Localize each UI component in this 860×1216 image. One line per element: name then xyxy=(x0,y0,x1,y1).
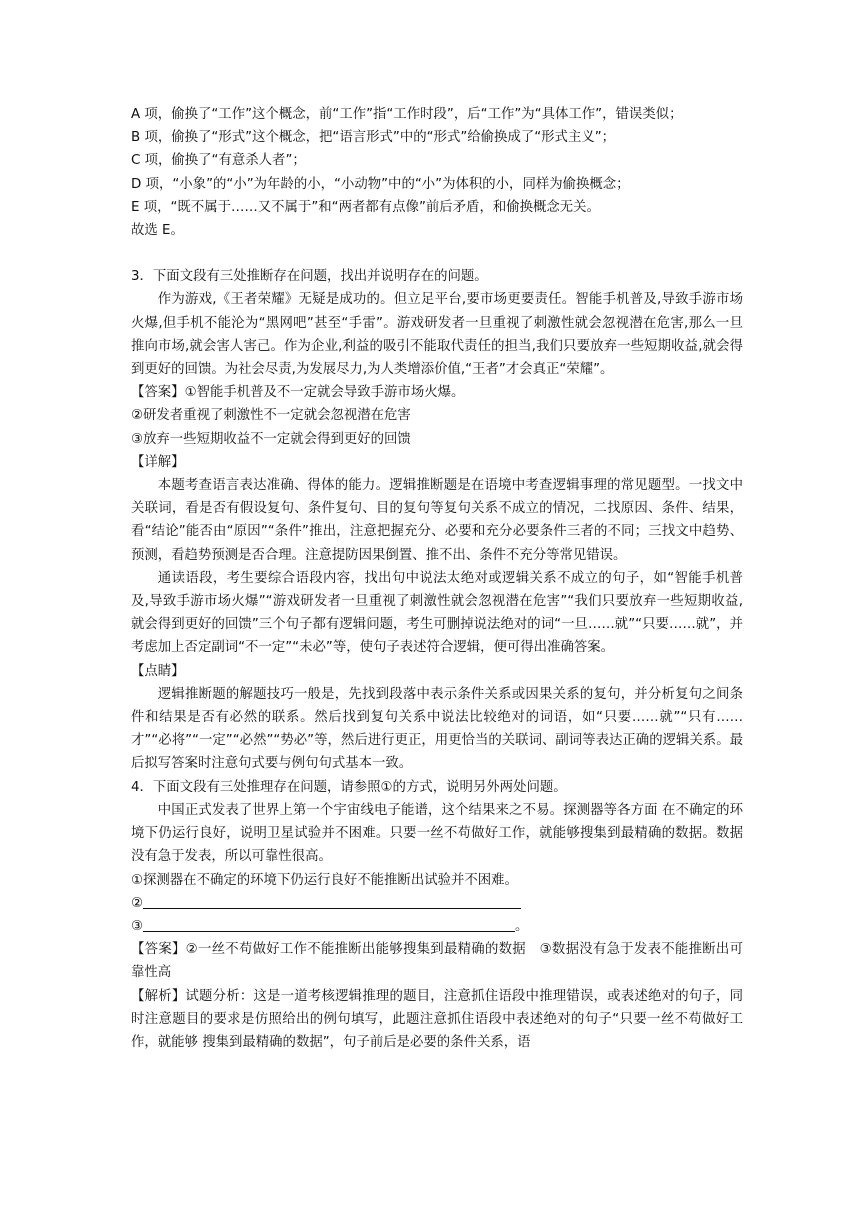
q4-passage: 中国正式发表了世界上第一个宇宙线电子能谱，这个结果来之不易。探测器等各方面 在不确定的环境下仍运行良好，说明卫星试验并不困难。只要一丝不苟做好工作，就能够搜集到最精确的数据。数据没有急于发表，所以可靠性很高。 xyxy=(131,802,743,865)
question-3 xyxy=(131,265,743,775)
answer-blank-3 xyxy=(143,917,515,932)
q4-blank-line-3 xyxy=(131,915,743,938)
option-c-analysis: C 项，偷换了“有意杀人者”； xyxy=(131,153,306,169)
detail-label: 【详解】 xyxy=(131,454,185,470)
option-a-analysis: A 项，偷换了“工作”这个概念，前“工作”指“工作时段”，后“工作”为“具体工作”，错误类似； xyxy=(131,107,683,122)
answer-item-2: ②研发者重视了刺激性不一定就会忽视潜在危害 xyxy=(131,408,411,424)
option-e-analysis: E 项，“既不属于……又不属于”和“两者都有点像”前后矛盾，和偷换概念无关。 xyxy=(131,199,600,215)
blank-number-2: ② xyxy=(131,895,144,911)
answer-blank-2 xyxy=(143,894,521,909)
document-page xyxy=(131,103,743,1054)
q2-analysis-block xyxy=(131,103,743,242)
answer-label: 【答案】 xyxy=(131,385,185,401)
q4-answer-text: ②一丝不苟做好工作不能推断出能够搜集到最精确的数据 ③数据没有急于发表不能推断出可靠性高 xyxy=(131,942,743,981)
option-d-analysis: D 项，“小象”的“小”为年龄的小，“小动物”中的“小”为体积的小，同样为偷换概念； xyxy=(131,176,630,192)
q4-blank-line-2 xyxy=(131,892,743,915)
answer-item-3: ③放弃一些短期收益不一定就会得到更好的回馈 xyxy=(131,431,411,447)
q4-answer xyxy=(131,938,743,984)
tip-paragraph: 逻辑推断题的解题技巧一般是，先找到段落中表示条件关系或因果关系的复句，并分析复句之间条件和结果是否有必然的联系。然后找到复句关系中说法比较绝对的词语，如“只要……就”“只有……才”“必将”“一定”“必然”“势必”等，然后进行更正，用更恰当的关联词、副词等表达正确的逻辑关系。最后拟写答案时注意句式要与例句句式基本一致。 xyxy=(131,686,743,772)
blank-end-mark: 。 xyxy=(515,918,529,934)
q4-analysis xyxy=(131,985,743,1055)
detail-paragraph-1: 本题考查语言表达准确、得体的能力。逻辑推断题是在语境中考查逻辑事理的常见题型。一找文中关联词，看是否有假设复句、条件复句、目的复句等复句关系不成立的情况，二找原因、条件、结果，看“结论”能否由“原因”“条件”推出，注意把握充分、必要和充分必要条件三者的不同；三找文中趋势、预测，看趋势预测是否合理。注意提防因果倒置、推不出、条件不充分等常见错误。 xyxy=(131,478,743,563)
q4-example-line: ①探测器在不确定的环境下仍运行良好不能推断出试验并不困难。 xyxy=(131,872,518,888)
q3-title: 3．下面文段有三处推断存在问题，找出并说明存在的问题。 xyxy=(131,269,488,285)
question-4 xyxy=(131,776,743,1054)
option-b-analysis: B 项，偷换了“形式”这个概念，把“语言形式”中的“形式”给偷换成了“形式主义”； xyxy=(131,130,616,146)
blank-number-3: ③ xyxy=(131,918,144,934)
tip-label: 【点睛】 xyxy=(131,663,185,679)
q4-title: 4．下面文段有三处推理存在问题，请参照①的方式，说明另外两处问题。 xyxy=(131,779,567,795)
answer-item-1: ①智能手机普及不一定就会导致手游市场火爆。 xyxy=(184,385,465,401)
detail-paragraph-2: 通读语段，考生要综合语段内容，找出句中说法太绝对或逻辑关系不成立的句子，如“智能手机普及,导致手游市场火爆”“游戏研发者一旦重视了刺激性就会忽视潜在危害”“我们只要放弃一些短期收益,就会得到更好的回馈”三个句子都有逻辑问题，考生可删掉说法绝对的词“一旦……就”“只要……就”，并考虑加上否定副词“不一定”“未必”等，使句子表述符合逻辑，便可得出准确答案。 xyxy=(131,570,743,656)
q4-answer-label: 【答案】 xyxy=(131,942,186,958)
q2-conclusion: 故选 E。 xyxy=(131,223,184,239)
q3-answer-line-1 xyxy=(131,381,743,404)
spacer xyxy=(131,242,743,265)
q4-analysis-label: 【解析】 xyxy=(131,988,186,1004)
q4-analysis-text: 试题分析：这是一道考核逻辑推理的题目，注意抓住语段中推理错误，或表述绝对的句子，同时注意题目的要求是仿照给出的例句填写，此题注意抓住语段中表述绝对的句子“只要一丝不苟做好工作，就能够 搜集到最精确的数据”，句子前后是必要的条件关系，语 xyxy=(131,988,743,1050)
q3-passage: 作为游戏,《王者荣耀》无疑是成功的。但立足平台,要市场更要责任。智能手机普及,导致手游市场火爆,但手机不能沦为“黑网吧”甚至“手雷”。游戏研发者一旦重视了刺激性就会忽视潜在危害,那么一旦推向市场,就会害人害己。作为企业,利益的吸引不能取代责任的担当,我们只要放弃一些短期收益,就会得到更好的回馈。为社会尽责,为发展尽力,为人类增添价值,“王者”才会真正“荣耀”。 xyxy=(131,292,743,378)
